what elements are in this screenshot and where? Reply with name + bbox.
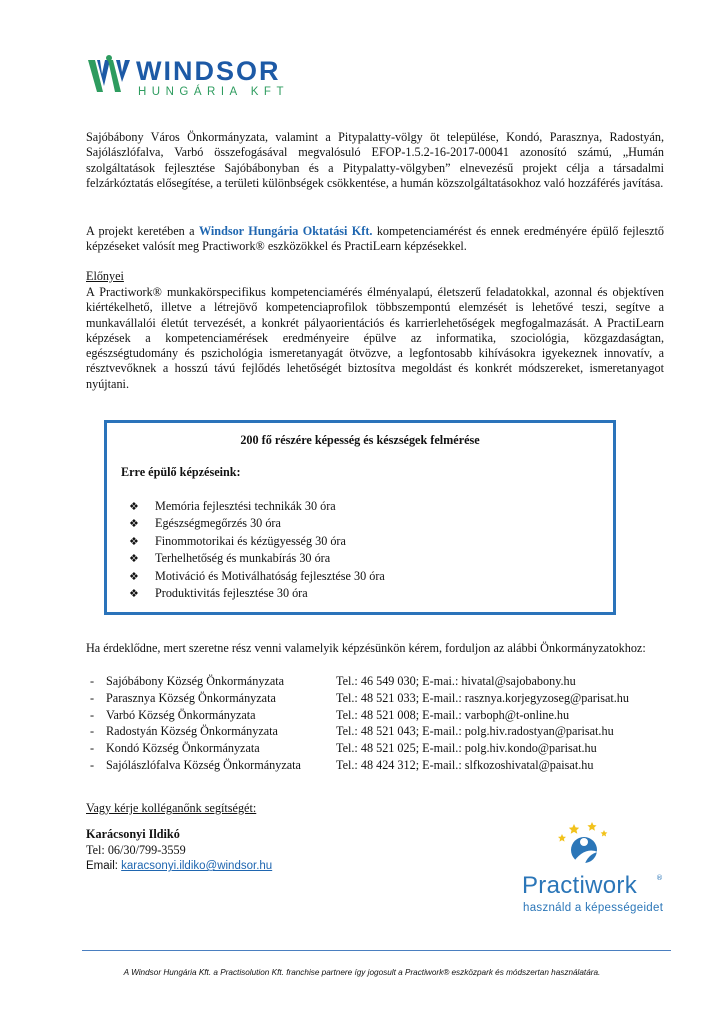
list-item-label: Terhelhetőség és munkabírás 30 óra	[155, 551, 331, 566]
project-text-after: kompetenciamérést és ennek eredményére épülő fejlesztő képzéseket valósít meg Practiwork® eszközökkel és PractiLearn képzésekkel.	[86, 224, 664, 254]
colleague-phone: Tel: 06/30/799-3559	[86, 843, 186, 857]
diamond-bullet-icon: ❖	[129, 517, 139, 531]
contact-name: Kondó Község Önkormányzata	[106, 741, 260, 756]
dash-bullet: -	[90, 757, 95, 772]
windsor-logo	[86, 52, 316, 102]
dash-bullet: -	[90, 741, 95, 756]
contact-info: Tel.: 48 521 025; E-mail.: polg.hiv.kondo@parisat.hu	[336, 741, 597, 756]
contact-intro: Ha érdeklődne, mert szeretne rész venni valamelyik képzésünkön kérem, forduljon az alábbi Önkormányzatokhoz:	[86, 641, 646, 655]
colleague-email-line	[86, 858, 272, 874]
contact-info: Tel.: 48 521 043; E-mail.: polg.hiv.radostyan@parisat.hu	[336, 724, 614, 739]
list-item-label: Memória fejlesztési technikák 30 óra	[155, 499, 336, 513]
windsor-w-mark-icon	[86, 52, 132, 98]
registered-mark: ®	[656, 874, 663, 882]
training-box-subtitle: Erre épülő képzéseink:	[121, 465, 241, 479]
contact-info: Tel.: 48 521 033; E-mail.: rasznya.korjegyzoseg@parisat.hu	[336, 690, 629, 705]
dash-bullet: -	[90, 707, 95, 722]
contact-name: Sajóbábony Község Önkormányzata	[106, 674, 285, 688]
list-item-label: Produktivitás fejlesztése 30 óra	[155, 586, 308, 601]
diamond-bullet-icon: ❖	[129, 500, 139, 513]
colleague-ask: Vagy kérje kolléganőnk segítségét:	[86, 801, 257, 815]
project-text-before: A projekt keretében a	[86, 224, 199, 238]
email-label: Email:	[86, 860, 122, 872]
contact-info: Tel.: 46 549 030; E-mai.: hivatal@sajobabony.hu	[336, 674, 576, 688]
training-box	[104, 420, 616, 615]
list-item	[129, 498, 385, 515]
logo-subtitle: HUNGÁRIA KFT	[138, 86, 289, 98]
list-item-label: Motiváció és Motiválhatóság fejlesztése 30 óra	[155, 568, 385, 583]
diamond-bullet-icon: ❖	[129, 552, 139, 566]
list-item	[129, 568, 385, 585]
dash-bullet: -	[90, 724, 95, 739]
list-item	[129, 585, 385, 602]
practiwork-figure-icon	[512, 820, 672, 880]
footer-note: A Windsor Hungária Kft. a Practisolution Kft. franchise partnere így jogosult a Practiwork® eszközpark és módszertan használatára.	[123, 968, 601, 977]
diamond-bullet-icon: ❖	[129, 534, 139, 548]
colleague-name: Karácsonyi Ildikó	[86, 827, 180, 841]
contact-info: Tel.: 48 521 008; E-mail.: varboph@t-online.hu	[336, 707, 570, 722]
logo-wordmark: WINDSOR	[136, 56, 281, 86]
list-item	[129, 515, 385, 532]
contact-name: Radostyán Község Önkormányzata	[106, 724, 278, 739]
project-paragraph	[86, 224, 664, 255]
list-item	[129, 550, 385, 567]
diamond-bullet-icon: ❖	[129, 569, 139, 583]
list-item	[129, 533, 385, 550]
list-item-label: Finommotorikai és kézügyesség 30 óra	[155, 533, 346, 548]
list-item-label: Egészségmegőrzés 30 óra	[155, 516, 281, 531]
training-list	[129, 498, 385, 602]
intro-paragraph: Sajóbábony Város Önkormányzata, valamint a Pitypalatty-völgy öt települése, Kondó, Parasznya, Radostyán, Sajólászlófalva, Varbó összefogásával megvalósuló EFOP-1.5.2-16-2017-00041 azonosító számú, „Humán szolgáltatások fejlesztése Sajóbábonyban és a Pitypalatty-völgyben” elnevezésű projekt célja a társadalmi felzárkóztatás elősegítése, a területi különbségek csökkentése, a humán közszolgáltatásokhoz való hozzáférés javítása.	[86, 130, 664, 190]
contact-name: Varbó Község Önkormányzata	[106, 707, 256, 722]
contact-name: Parasznya Község Önkormányzata	[106, 690, 276, 705]
dash-bullet: -	[90, 690, 95, 705]
footer-divider	[82, 950, 671, 951]
contact-name: Sajólászlófalva Község Önkormányzata	[106, 757, 301, 772]
diamond-bullet-icon: ❖	[129, 587, 139, 601]
colleague-contact	[86, 826, 272, 874]
contact-info: Tel.: 48 424 312; E-mail.: slfkozoshivatal@paisat.hu	[336, 757, 594, 772]
training-box-title: 200 fő részére képesség és készségek felmérése	[240, 433, 480, 447]
practiwork-logo	[512, 820, 672, 920]
practiwork-wordmark: Practiwork	[522, 872, 638, 899]
benefits-paragraph: A Practiwork® munkakörspecifikus kompetenciamérés élményalapú, életszerű feladatokkal, azonnal és objektíven kiértékelhető, illetve a létrejövő kompetenciaprofilok többszempontú elemzését is lehetővé teszi, segítve a munkavállalói életút tervezését, a konkrét pályaorientációs és karrierlehetőségek megfogalmazását. A PractiLearn képzések a kompetenciamérések eredményeire épülve az informatika, szociológia, közgazdaságtan, egészségtudomány és pszichológia ismeretanyagát ötvözve, a legfontosabb kihívásokra igyekeznek innovatív, a résztvevőknek a hosszú távú fejlődés lehetőségét biztosítva megoldást és konkrét módszereket, ismeretanyagot nyújtani.	[86, 285, 664, 391]
dash-bullet: -	[90, 674, 95, 688]
benefits-heading: Előnyei	[86, 269, 124, 283]
practiwork-tagline: használd a képességeidet	[523, 902, 664, 914]
company-name: Windsor Hungária Oktatási Kft.	[198, 224, 373, 238]
email-link[interactable]: karacsonyi.ildiko@windsor.hu	[121, 860, 273, 872]
